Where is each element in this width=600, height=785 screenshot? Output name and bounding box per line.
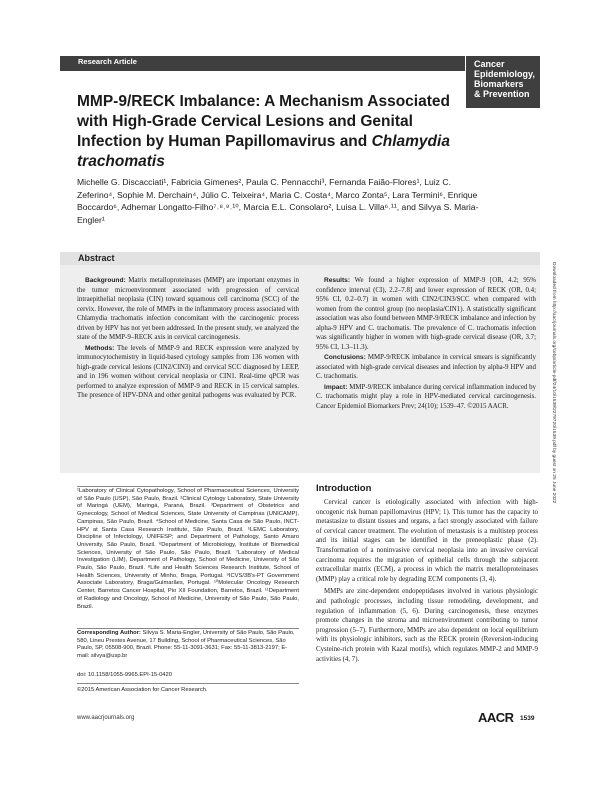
- title-italic: Chlamydia trachomatis: [77, 133, 450, 170]
- background-label: Background:: [85, 277, 126, 284]
- abstract-methods: [77, 344, 299, 401]
- impact-text: MMP-9/RECK imbalance during cervical inflammation induced by C. trachomatis might play a role in HPV-mediated cervical carcinogenesis. Cancer Epidemiol Biomarkers Prev; 24(10); 1539–47. ©2015 AACR.: [316, 383, 536, 410]
- abstract-right-column: [316, 276, 536, 412]
- article-title: [77, 92, 457, 172]
- corresponding-divider: [77, 628, 299, 629]
- journal-line: Cancer: [474, 59, 505, 69]
- conclusions-text: MMP-9/RECK imbalance in cervical smears is significantly associated with high-grade cervical diseases and infection by alpha-9 HPV and C. trachomatis.: [316, 354, 536, 380]
- doi[interactable]: doi: 10.1158/1055-9965.EPI-15-0420: [77, 672, 172, 678]
- corresponding-label: Corresponding Author:: [77, 630, 141, 636]
- corresponding-author: [77, 630, 299, 661]
- page-number: 1539: [520, 715, 535, 722]
- copyright-divider: [77, 683, 299, 684]
- article-type-bar: [60, 56, 465, 71]
- copyright: ©2015 American Association for Cancer Research.: [77, 687, 208, 693]
- abstract-heading-bar: [60, 252, 540, 265]
- author-list: Michelle G. Discacciati¹, Fabricia Gimenes², Paula C. Pennacchi³, Fernanda Faião-Flores¹, Luiz C. Zeferino⁴, Sophie M. Derchain⁴, Júlio C. Teixeira⁴, Maria C. Costa⁴, Marco Zonta⁵, Lara Termini⁶, Enrique Boccardo⁶, Adhemar Longatto-Filho⁷˒⁸˒⁹˒¹⁰, Marcia E.L. Consolaro², Luisa L. Villa⁶˒¹¹, and Silvya S. Maria-Engler¹: [77, 177, 479, 225]
- introduction-paragraph: MMPs are zinc-dependent endopeptidases involved in various physiologic and pathologic processes, including tissue remodeling, development, and regulation of inflammation (5, 6). During carcinogenesis, these enzymes promote changes in the stroma and microenvironment contributing to tumor progression (5–7). Furthermore, MMPs are also dependent on local equilibrium with its physiologic inhibitors, such as the RECK protein (Reversion-inducing Cysteine-rich protein with Kazal motifs), which regulates MMP-2 and MMP-9 activities (4, 7).: [316, 588, 538, 663]
- abstract-conclusions: [316, 353, 536, 382]
- introduction-body: [316, 498, 538, 667]
- abstract-left-column: [77, 276, 299, 402]
- aacr-logo: AACR: [478, 710, 514, 725]
- journal-name: [474, 59, 538, 99]
- results-label: Results:: [324, 277, 351, 284]
- abstract-impact: [316, 383, 536, 412]
- abstract-results: [316, 276, 536, 352]
- introduction-paragraph: Cervical cancer is etiologically associated with infection with high-oncogenic risk human papillomavirus (HPV; 1). This tumor has the capacity to metastasize to distant tissues and organs, a fact strongly associated with failure of cervical cancer treatment. The evolution of metastasis is a multistep process and its initial stages can be identified in the preneoplastic phase (2). Transformation of a noninvasive cervical neoplasia into an invasive cervical carcinoma requires the migration of epithelial cells through the subjacent extracellular matrix (ECM), a process in which the matrix metalloproteinases (MMP) play a critical role by degrading ECM components (3, 4).: [316, 499, 538, 583]
- download-note-text: Downloaded from http://aacrjournals.org/cebp/article-pdf/24/10/1539/2279720/1539.pdf by guest on 25 June 2022: [551, 262, 556, 504]
- journal-url[interactable]: www.aacrjournals.org: [77, 715, 135, 721]
- journal-line: Biomarkers: [474, 79, 524, 89]
- abstract-heading: Abstract: [78, 253, 115, 263]
- methods-text: The levels of MMP-9 and RECK expression were analyzed by immunocytochemistry in liquid-based cytology samples from 136 women with high-grade cervical lesions (CIN2/CIN3) and cervical SCC diagnosed by LEEP, and in 196 women without cervical neoplasia or CIN1. Real-time qPCR was performed to analyze expression of MMP-9 and RECK in 15 cervical samples. The presence of HPV-DNA and other genital pathogens was evaluated by PCR.: [77, 344, 299, 399]
- methods-label: Methods:: [85, 344, 115, 352]
- affiliations: ¹Laboratory of Clinical Cytopathology, School of Pharmaceutical Sciences, University of São Paulo (USP), São Paulo, Brazil. ²Clinical Cytology Laboratory, State University of Maringá (UEM), Maringá, Paraná, Brazil. ³Department of Obstetrics and Gynecology, School of Medical Sciences, State University of Campinas (UNICAMP), Campinas, São Paulo, Brazil. ⁴School of Medicine, Santa Casa de São Paulo, INCT-HPV at Santa Casa Research Institute, São Paulo, Brazil. ⁵LEMC Laboratory, Discipline of Infectology, UNIFESP; and Department of Pathology, Santo Amaro University, São Paulo, Brazil. ⁶Department of Microbiology, Institute of Biomedical Sciences, University of São Paulo, São Paulo, Brazil. ⁷Laboratory of Medical Investigation (LIM), Department of Pathology, School of Medicine, University of São Paulo, São Paulo, Brazil. ⁸Life and Health Sciences Research Institute, School of Health Sciences, University of Minho, Braga, Portugal. ⁹ICVS/3B's-PT Government Associate Laboratory, Braga/Guimarães, Portugal. ¹⁰Molecular Oncology Research Center, Barretos Cancer Hospital, Pio XII Foundation, Barretos, Brazil. ¹¹Department of Radiology and Oncology, School of Medicine, University of São Paulo, São Paulo, Brazil.: [77, 488, 299, 610]
- affiliations-divider: [77, 486, 299, 487]
- article-type-label: Research Article: [78, 57, 137, 66]
- title-main: MMP-9/RECK Imbalance: A Mechanism Associated with High-Grade Cervical Lesions and Genital Infection by Human Papillomavirus and: [77, 93, 450, 150]
- results-text: We found a higher expression of MMP-9 [OR, 4.2; 95% confidence interval (CI), 2.2–7.8] and lower expression of RECK (OR, 0.4; 95% CI, 0.2–0.7) in women with CIN2/CIN3/SCC when compared with women from the control group (no neoplasia/CIN1). A statistically significant association was also found between MMP-9/RECK imbalance and infection by alpha-9 HPV and C. trachomatis. The prevalence of C. trachomatis infection was significantly higher in women with high-grade cervical disease (OR, 3.7; 95% CI, 1.3–11.3).: [316, 277, 536, 351]
- download-side-note: [548, 262, 558, 562]
- journal-logo-box: [466, 56, 540, 108]
- journal-line: & Prevention: [474, 89, 530, 99]
- conclusions-label: Conclusions:: [324, 354, 366, 361]
- introduction-heading: Introduction: [316, 483, 372, 494]
- background-text: Matrix metalloproteinases (MMP) are important enzymes in the tumor microenvironment associated with progression of cervical intraepithelial neoplasia (CIN) toward squamous cell carcinoma (SCC) of the cervix. However, the role of MMPs in the inflammatory process associated with Chlamydia trachomatis infection concomitant with the carcinogenic process driven by HPV has not yet been addressed. In the present study, we analyzed the state of the MMP-9–RECK axis in cervical carcinogenesis.: [77, 277, 299, 341]
- abstract-background: [77, 276, 299, 343]
- impact-label: Impact:: [324, 383, 348, 391]
- corresponding-text: Silvya S. Maria-Engler, University of São Paulo, São Paulo, 580, Lineu Prestes Avenue, 17 Building, School of Pharmaceutical Sciences, São Paulo, SP, 05508-900, Brazil. Phone: 55-11-3091-3631; Fax: 55-11-3813-2197; E-mail: silvya@usp.br: [77, 630, 295, 660]
- journal-line: Epidemiology,: [474, 69, 535, 79]
